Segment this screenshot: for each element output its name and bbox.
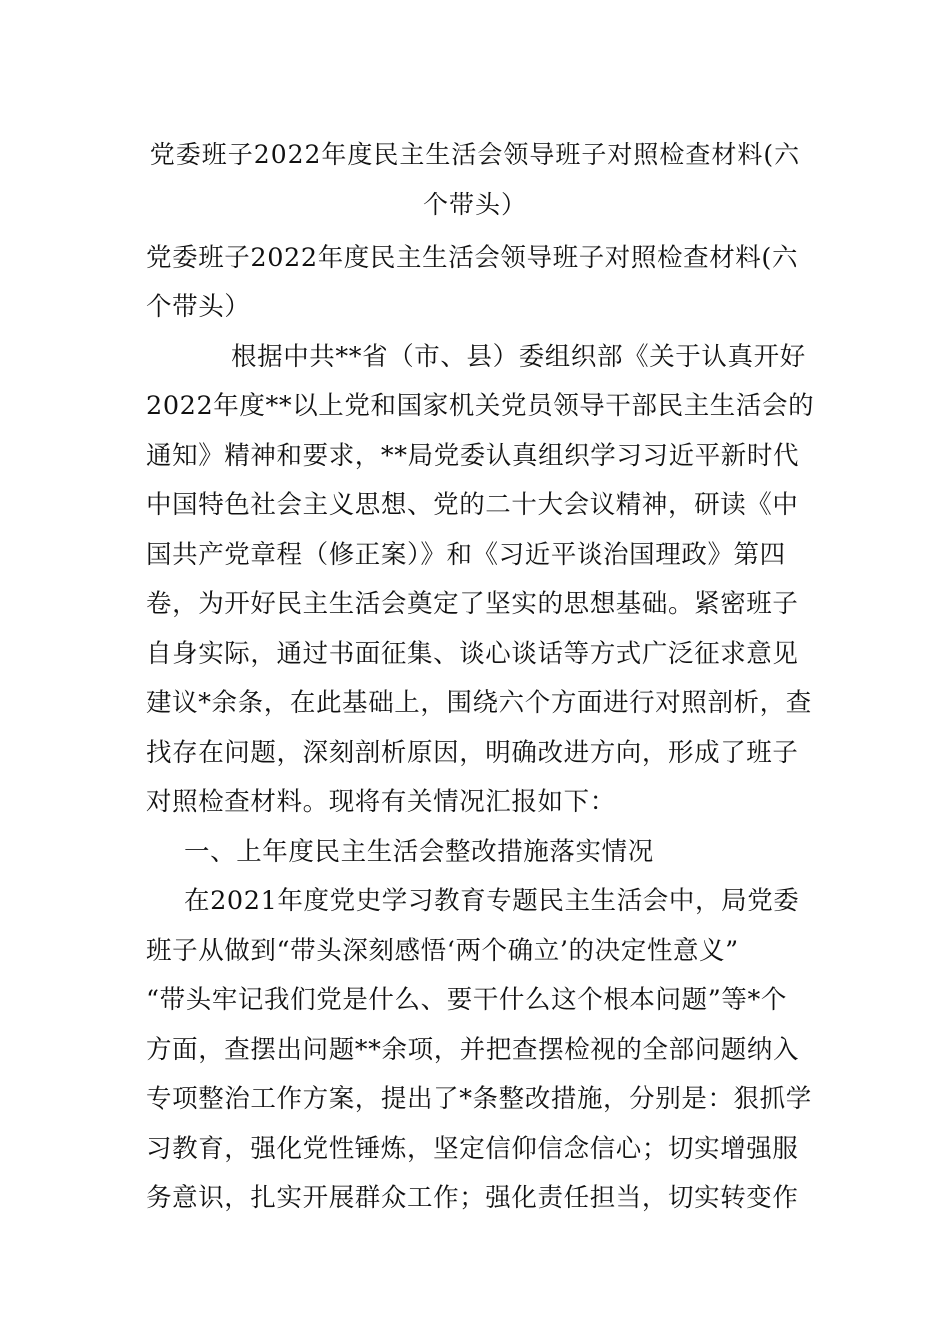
paragraph-line: 方面，查摆出问题**余项，并把查摆检视的全部问题纳入 [146,1035,800,1065]
paragraph-line: 班子从做到“带头深刻感悟‘两个确立’的决定性意义” [146,936,739,966]
body-heading-line-1: 党委班子2022年度民主生活会领导班子对照检查材料(六 [146,243,799,273]
paragraph-line: 卷，为开好民主生活会奠定了坚实的思想基础。紧密班子 [146,589,799,619]
paragraph-line: 2022年度**以上党和国家机关党员领导干部民主生活会的 [146,391,815,421]
document-title-line-1: 党委班子2022年度民主生活会领导班子对照检查材料(六 [149,140,801,169]
paragraph-line: 习教育，强化党性锤炼，坚定信仰信念信心；切实增强服 [146,1134,799,1164]
section-heading: 一、上年度民主生活会整改措施落实情况 [184,837,654,867]
paragraph-line: 专项整治工作方案，提出了*条整改措施，分别是：狠抓学 [146,1084,812,1114]
paragraph-line: 国共产党章程（修正案）》和《习近平谈治国理政》第四 [146,540,786,570]
paragraph-line: 建议*余条，在此基础上，围绕六个方面进行对照剖析，查 [146,688,812,718]
paragraph-line: 中国特色社会主义思想、党的二十大会议精神，研读《中 [146,490,799,520]
paragraph-line: 对照检查材料。现将有关情况汇报如下： [146,787,616,817]
paragraph-line: 找存在问题，深刻剖析原因，明确改进方向，形成了班子 [146,738,799,768]
paragraph-line: 根据中共**省（市、县）委组织部《关于认真开好 [231,342,806,372]
paragraph-line: “带头牢记我们党是什么、要干什么这个根本问题”等*个 [146,985,787,1015]
paragraph-line: 自身实际，通过书面征集、谈心谈话等方式广泛征求意见 [146,639,799,669]
paragraph-line: 在2021年度党史学习教育专题民主生活会中，局党委 [184,886,800,916]
document-title-line-2: 个带头） [422,190,527,219]
paragraph-line: 通知》精神和要求，**局党委认真组织学习习近平新时代 [146,441,800,471]
body-heading-line-2: 个带头） [146,292,251,322]
paragraph-line: 务意识，扎实开展群众工作；强化责任担当，切实转变作 [146,1183,799,1213]
